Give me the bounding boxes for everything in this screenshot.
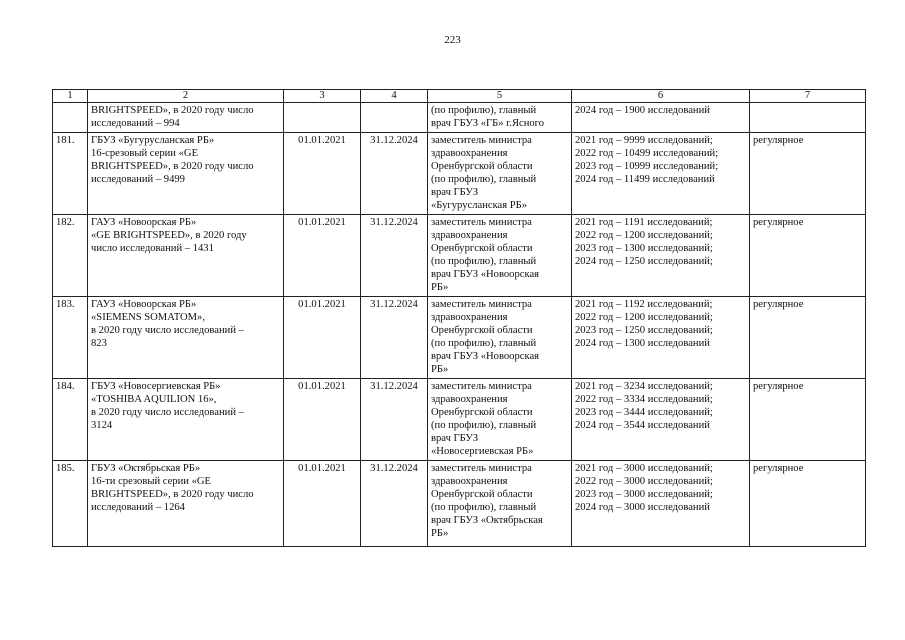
equipment-cell-line: «SIEMENS SOMATOM»,: [91, 312, 206, 323]
plan-cell: [572, 103, 750, 133]
plan-cell-line: 2023 год – 1250 исследований;: [575, 325, 713, 336]
responsible-cell-line: заместитель министра: [431, 217, 532, 228]
table-row: [53, 461, 866, 547]
equipment-cell-line: ГАУЗ «Новоорская РБ»: [91, 217, 197, 228]
responsible-cell: [428, 133, 572, 215]
responsible-cell-line: «Бугурусланская РБ»: [431, 200, 528, 211]
row-number: 183.: [53, 297, 88, 379]
responsible-cell-line: врач ГБУЗ «Новоорская: [431, 269, 540, 280]
responsible-cell-line: здравоохранения: [431, 312, 508, 323]
column-number: 3: [284, 90, 361, 103]
plan-cell-line: 2024 год – 3000 исследований: [575, 502, 710, 513]
start-date: 01.01.2021: [284, 297, 361, 379]
column-number: 6: [572, 90, 750, 103]
responsible-cell-line: врач ГБУЗ «ГБ» г.Ясного: [431, 118, 545, 129]
equipment-cell-line: ГБУЗ «Бугурусланская РБ»: [91, 135, 215, 146]
column-number: 7: [750, 90, 866, 103]
responsible-cell-line: здравоохранения: [431, 394, 508, 405]
equipment-cell-line: в 2020 году число исследований –: [91, 407, 244, 418]
equipment-cell: [88, 215, 284, 297]
table-row: [53, 133, 866, 215]
responsible-cell: [428, 215, 572, 297]
row-number: 182.: [53, 215, 88, 297]
responsible-cell-line: заместитель министра: [431, 135, 532, 146]
equipment-cell-line: 3124: [91, 420, 113, 431]
mode-cell: регулярное: [750, 461, 866, 547]
responsible-cell-line: врач ГБУЗ: [431, 187, 479, 198]
mode-cell: регулярное: [750, 133, 866, 215]
equipment-cell-line: в 2020 году число исследований –: [91, 325, 244, 336]
equipment-cell: [88, 379, 284, 461]
table-row: [53, 297, 866, 379]
responsible-cell: [428, 103, 572, 133]
start-date: 01.01.2021: [284, 133, 361, 215]
responsible-cell-line: здравоохранения: [431, 230, 508, 241]
responsible-cell-line: (по профилю), главный: [431, 105, 537, 116]
responsible-cell-line: заместитель министра: [431, 299, 532, 310]
responsible-cell-line: Оренбургской области: [431, 489, 533, 500]
responsible-cell-line: (по профилю), главный: [431, 256, 537, 267]
equipment-cell-line: исследований – 1264: [91, 502, 185, 513]
start-date: [284, 103, 361, 133]
plan-cell: [572, 133, 750, 215]
equipment-cell-line: «TOSHIBA AQUILION 16»,: [91, 394, 217, 405]
plan-cell: [572, 461, 750, 547]
responsible-cell-line: Оренбургской области: [431, 161, 533, 172]
responsible-cell-line: заместитель министра: [431, 463, 532, 474]
equipment-cell-line: ГБУЗ «Новосергиевская РБ»: [91, 381, 221, 392]
responsible-cell-line: врач ГБУЗ «Октябрьская: [431, 515, 543, 526]
equipment-cell: [88, 297, 284, 379]
plan-cell-line: 2023 год – 3000 исследований;: [575, 489, 713, 500]
end-date: 31.12.2024: [361, 379, 428, 461]
start-date: 01.01.2021: [284, 461, 361, 547]
mode-cell: регулярное: [750, 379, 866, 461]
row-number: 181.: [53, 133, 88, 215]
responsible-cell-line: Оренбургской области: [431, 407, 533, 418]
responsible-cell: [428, 297, 572, 379]
start-date: 01.01.2021: [284, 215, 361, 297]
mode-cell: регулярное: [750, 215, 866, 297]
table-row: [53, 379, 866, 461]
plan-cell-line: 2022 год – 1200 исследований;: [575, 230, 713, 241]
equipment-cell: [88, 461, 284, 547]
plan-cell: [572, 297, 750, 379]
page-number: 223: [444, 34, 461, 46]
plan-cell-line: 2024 год – 1300 исследований: [575, 338, 710, 349]
equipment-cell-line: ГАУЗ «Новоорская РБ»: [91, 299, 197, 310]
column-number: 4: [361, 90, 428, 103]
end-date: 31.12.2024: [361, 133, 428, 215]
plan-cell: [572, 215, 750, 297]
equipment-cell-line: BRIGHTSPEED», в 2020 году число: [91, 489, 254, 500]
table-row-continuation: [53, 103, 866, 133]
plan-cell-line: 2024 год – 1250 исследований;: [575, 256, 713, 267]
plan-cell-line: 2024 год – 3544 исследований: [575, 420, 710, 431]
mode-cell: регулярное: [750, 297, 866, 379]
column-number: 2: [88, 90, 284, 103]
column-number: 5: [428, 90, 572, 103]
equipment-cell-line: BRIGHTSPEED», в 2020 году число: [91, 105, 254, 116]
responsible-cell-line: РБ»: [431, 528, 449, 539]
equipment-cell-line: ГБУЗ «Октябрьская РБ»: [91, 463, 201, 474]
row-number: 184.: [53, 379, 88, 461]
equipment-cell-line: исследований – 9499: [91, 174, 185, 185]
plan-cell-line: 2022 год – 1200 исследований;: [575, 312, 713, 323]
responsible-cell-line: врач ГБУЗ «Новоорская: [431, 351, 540, 362]
equipment-cell-line: 16-срезовый серии «GE: [91, 148, 199, 159]
responsible-cell-line: (по профилю), главный: [431, 420, 537, 431]
plan-cell-line: 2024 год – 11499 исследований: [575, 174, 715, 185]
plan-cell-line: 2024 год – 1900 исследований: [575, 105, 710, 116]
document-table: [52, 89, 866, 547]
equipment-cell-line: число исследований – 1431: [91, 243, 214, 254]
responsible-cell-line: РБ»: [431, 282, 449, 293]
responsible-cell-line: врач ГБУЗ: [431, 433, 479, 444]
equipment-cell: [88, 103, 284, 133]
equipment-cell-line: BRIGHTSPEED», в 2020 году число: [91, 161, 254, 172]
responsible-cell-line: Оренбургской области: [431, 325, 533, 336]
plan-cell-line: 2021 год – 1191 исследований;: [575, 217, 713, 228]
column-number: 1: [53, 90, 88, 103]
plan-cell-line: 2023 год – 3444 исследований;: [575, 407, 713, 418]
responsible-cell-line: РБ»: [431, 364, 449, 375]
responsible-cell-line: (по профилю), главный: [431, 338, 537, 349]
plan-cell-line: 2022 год – 3000 исследований;: [575, 476, 713, 487]
equipment-cell-line: «GE BRIGHTSPEED», в 2020 году: [91, 230, 247, 241]
end-date: 31.12.2024: [361, 297, 428, 379]
responsible-cell: [428, 461, 572, 547]
plan-cell-line: 2023 год – 1300 исследований;: [575, 243, 713, 254]
plan-cell-line: 2022 год – 10499 исследований;: [575, 148, 719, 159]
row-number: 185.: [53, 461, 88, 547]
plan-cell-line: 2021 год – 3234 исследований;: [575, 381, 713, 392]
equipment-cell-line: исследований – 994: [91, 118, 180, 129]
plan-cell-line: 2023 год – 10999 исследований;: [575, 161, 719, 172]
plan-cell-line: 2021 год – 1192 исследований;: [575, 299, 713, 310]
plan-cell-line: 2021 год – 3000 исследований;: [575, 463, 713, 474]
plan-cell-line: 2022 год – 3334 исследований;: [575, 394, 713, 405]
responsible-cell-line: Оренбургской области: [431, 243, 533, 254]
mode-cell: [750, 103, 866, 133]
responsible-cell-line: здравоохранения: [431, 148, 508, 159]
responsible-cell-line: заместитель министра: [431, 381, 532, 392]
end-date: 31.12.2024: [361, 215, 428, 297]
row-number: [53, 103, 88, 133]
end-date: 31.12.2024: [361, 461, 428, 547]
table-row: [53, 215, 866, 297]
plan-cell: [572, 379, 750, 461]
plan-cell-line: 2021 год – 9999 исследований;: [575, 135, 713, 146]
end-date: [361, 103, 428, 133]
equipment-cell-line: 16-ти срезовый серии «GE: [91, 476, 211, 487]
column-number-row: [53, 90, 866, 103]
responsible-cell-line: (по профилю), главный: [431, 174, 537, 185]
responsible-cell: [428, 379, 572, 461]
equipment-cell: [88, 133, 284, 215]
responsible-cell-line: здравоохранения: [431, 476, 508, 487]
start-date: 01.01.2021: [284, 379, 361, 461]
responsible-cell-line: «Новосергиевская РБ»: [431, 446, 534, 457]
equipment-cell-line: 823: [91, 338, 107, 349]
responsible-cell-line: (по профилю), главный: [431, 502, 537, 513]
